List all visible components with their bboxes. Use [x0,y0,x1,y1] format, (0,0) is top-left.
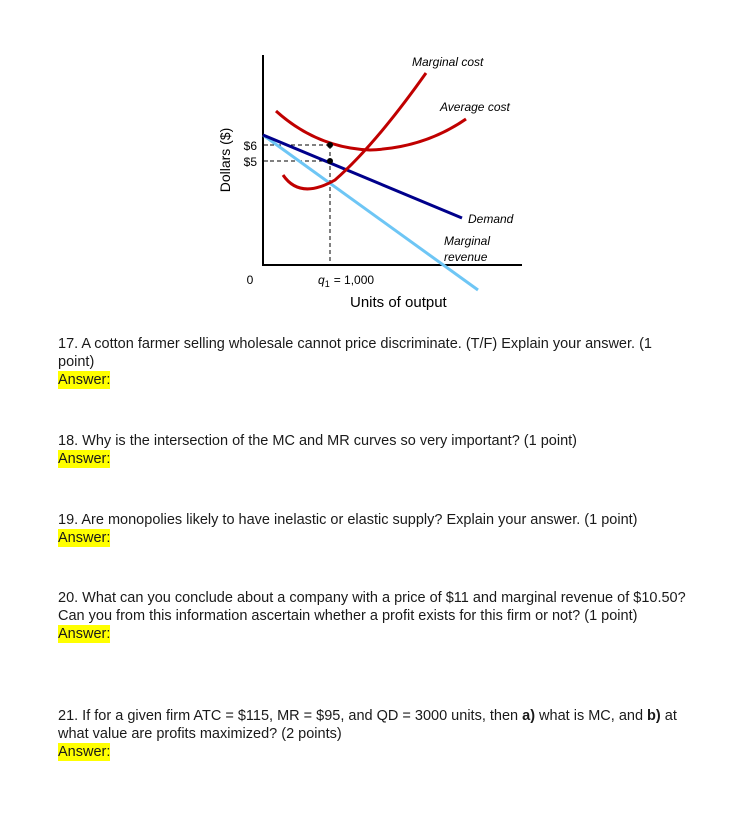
question-21 [58,707,688,761]
question-text: 17. A cotton farmer selling wholesale cannot price discriminate. (T/F) Explain your answer. (1 point) [58,336,652,370]
x-tick-label: $q_1 = 1,000$ [318,273,375,289]
y-axis-label: Dollars ($) [217,127,233,193]
y-tick-5: $5 [243,155,257,169]
question-18 [58,432,688,468]
question-17 [58,335,688,389]
origin-label: 0 [246,273,254,287]
x-axis-label: Units of output [350,294,447,311]
question-text: 18. Why is the intersection of the MC and MR curves so very important? (1 point) [58,433,577,449]
monopoly-chart [0,0,750,330]
answer-label[interactable]: Answer: [58,451,111,467]
question-text: 21. If for a given firm ATC = $115, MR = $95, and QD = 3000 units, then a) what is MC, and b) at what value are profits maximized? (2 points) [58,708,677,742]
answer-label[interactable]: Answer: [58,744,111,760]
answer-label[interactable]: Answer: [58,530,111,546]
marginal-cost-label: Marginal cost [412,55,484,69]
price-point [327,142,333,148]
question-text: 20. What can you conclude about a company with a price of $11 and marginal revenue of $10.50? Can you from this information ascertain whether a profit exists for this firm or not? (1 point) [58,590,686,624]
answer-label[interactable]: Answer: [58,372,111,388]
marginal-revenue-label-2: revenue [444,250,488,264]
average-cost-label: Average cost [440,100,510,114]
y-tick-6: $6 [243,139,257,153]
question-text: 19. Are monopolies likely to have inelastic or elastic supply? Explain your answer. (1 point) [58,512,638,528]
demand-label: Demand [468,212,514,226]
question-20 [58,589,688,643]
mr-mc-point [327,158,333,164]
marginal-revenue-label-1: Marginal [444,234,491,248]
question-19 [58,511,688,547]
answer-label[interactable]: Answer: [58,626,111,642]
